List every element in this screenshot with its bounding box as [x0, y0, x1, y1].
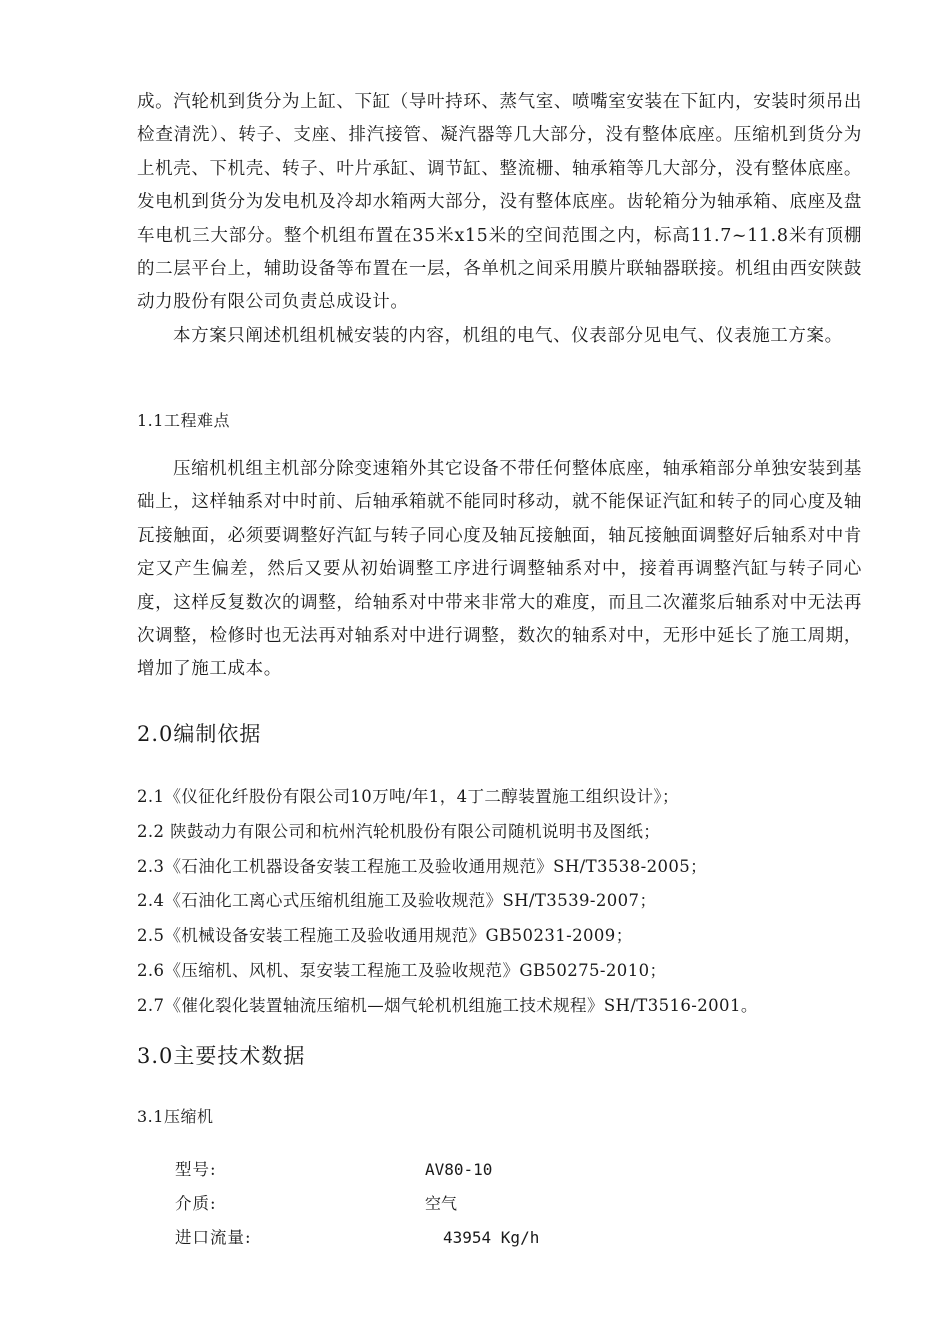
section-2-heading: 2.0编制依据	[137, 722, 262, 746]
reference-list	[137, 780, 758, 1024]
compressor-spec-table	[175, 1153, 675, 1255]
spec-value: 43954 Kg/h	[443, 1228, 540, 1247]
reference-item: 2.7《催化裂化装置轴流压缩机—烟气轮机机组施工技术规程》SH/T3516-2001。	[137, 995, 758, 1015]
reference-item: 2.2 陕鼓动力有限公司和杭州汽轮机股份有限公司随机说明书及图纸；	[137, 821, 661, 841]
spec-label: 进口流量:	[175, 1228, 252, 1247]
section-1-1-heading: 1.1工程难点	[137, 411, 230, 430]
spec-value: 空气	[425, 1194, 458, 1213]
reference-item: 2.1《仪征化纤股份有限公司10万吨/年1，4丁二醇装置施工组织设计》；	[137, 787, 679, 806]
intro-paragraph-1: 成。汽轮机到货分为上缸、下缸（导叶持环、蒸气室、喷嘴室安装在下缸内，安装时须吊出检查清洗）、转子、支座、排汽接管、凝汽器等几大部分，没有整体底座。压缩机到货分为上机壳、下机壳、转子、叶片承缸、调节缸、整流栅、轴承箱等几大部分，没有整体底座。发电机到货分为发电机及冷却水箱两大部分，没有整体底座。齿轮箱分为轴承箱、底座及盘车电机三大部分。整个机组布置在35米x15米的空间范围之内，标高11.7~11.8米有顶棚的二层平台上，辅助设备等布置在一层，各单机之间采用膜片联轴器联接。机组由西安陕鼓动力股份有限公司负责总成设计。	[137, 92, 862, 313]
spec-row-inlet-flow	[175, 1221, 675, 1255]
reference-item: 2.5《机械设备安装工程施工及验收通用规范》GB50231-2009；	[137, 926, 633, 946]
reference-item: 2.6《压缩机、风机、泵安装工程施工及验收规范》GB50275-2010；	[137, 960, 667, 980]
spec-row-model	[175, 1153, 675, 1187]
reference-item: 2.4《石油化工离心式压缩机组施工及验收规范》SH/T3539-2007；	[137, 891, 657, 911]
section-1-1-body: 压缩机机组主机部分除变速箱外其它设备不带任何整体底座，轴承箱部分单独安装到基础上，这样轴系对中时前、后轴承箱就不能同时移动，就不能保证汽缸和转子的同心度及轴瓦接触面，必须要调整好汽缸与转子同心度及轴瓦接触面，轴瓦接触面调整好后轴系对中肯定又产生偏差，然后又要从初始调整工序进行调整轴系对中，接着再调整汽缸与转子同心度，这样反复数次的调整，给轴系对中带来非常大的难度，而且二次灌浆后轴系对中无法再次调整，检修时也无法再对轴系对中进行调整，数次的轴系对中，无形中延长了施工周期，增加了施工成本。	[137, 459, 862, 680]
spec-label: 介质:	[175, 1194, 217, 1213]
intro-paragraph-2: 本方案只阐述机组机械安装的内容，机组的电气、仪表部分见电气、仪表施工方案。	[173, 326, 843, 346]
reference-item: 2.3《石油化工机器设备安装工程施工及验收通用规范》SH/T3538-2005；	[137, 856, 708, 876]
spec-value: AV80-10	[425, 1160, 493, 1179]
spec-row-medium	[175, 1187, 675, 1221]
section-3-heading: 3.0主要技术数据	[137, 1044, 306, 1068]
section-3-1-heading: 3.1压缩机	[137, 1107, 214, 1126]
spec-label: 型号:	[175, 1160, 217, 1179]
